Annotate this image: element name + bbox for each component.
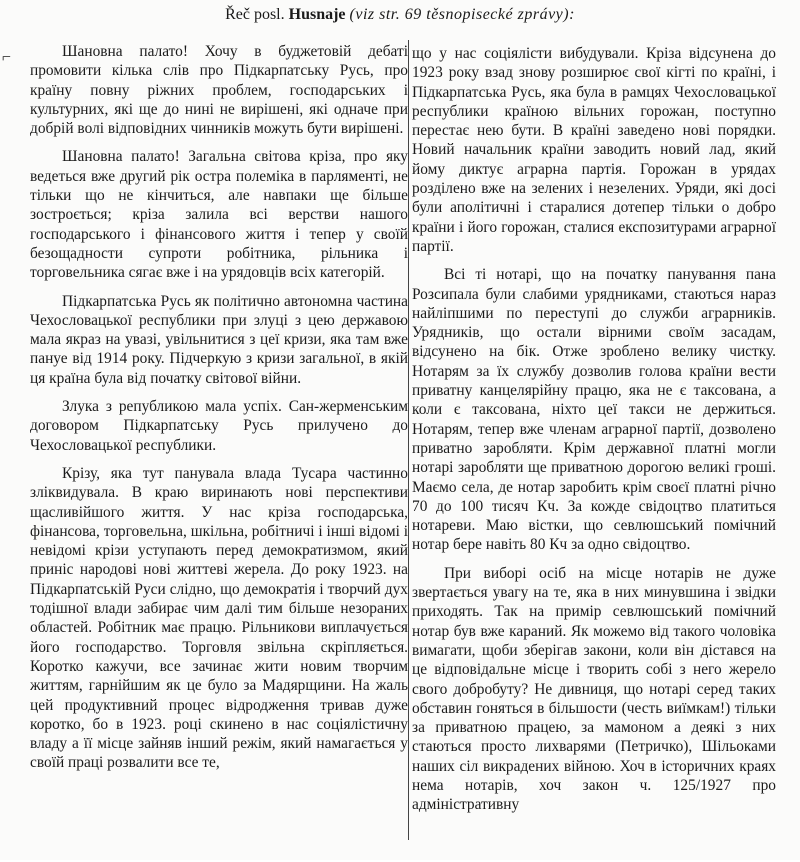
paragraph: Шановна палато! Хочу в буджетовій дебаті промовити кілька слів про Підкарпатську Русь, про країну повну ріжних проблем, господарських і культурних, які ще до нині не вирішені, які одначе при добрій волі відповідних чинників можуть бути вирішені. xyxy=(30,43,408,138)
paragraph: Шановна палато! Загальна світова кріза, про яку ведеться вже другий рік остра полеміка в парляменті, не тільки що не кінчиться, але навпаки ще більше зостроється; кріза залила всі верстви нашого господарського і фінансового життя і тепер у своїй безощадности супроти робітника, рільника і торговельника сягає вже і на урядовців всіх категорій. xyxy=(30,148,408,282)
paragraph: що у нас соціялісти вибудували. Кріза відсунена до 1923 року взад знову розширює свої кігті по країні, і Підкарпатська Русь, яка була в рамцях Чехословацької республики країною вільних горожан, поступно перестає нею бути. В країні заведено нові порядки. Новий начальник країни заводить новий лад, який йому диктує аграрна партія. Горожан в урядах розділено вже на зелених і незелених. Уряди, які досі були аполітичні і старалися дотепер тільки о добро країни і його горожан, сталися експозитурами аграрної партії. xyxy=(412,45,776,255)
header-reference: (viz str. 69 těsnopisecké zprávy): xyxy=(349,6,575,23)
paragraph: При виборі осіб на місце нотарів не дуже звертається увагу на те, яка в них минувшина і звідки приходять. Так на примір севлюшський помічний нотар був вже караний. Як можемо від такого чоловіка вимагати, щоби зберігав закони, коли він дістався на це відповідальне місце і творить собі з него жерело свого добробуту? Не дивниця, що нотарі серед таких обставин гоняться в більшости (честь виїмкам!) тільки за приватною працею, за мамоном а деякі з них стаються просто лихварями (Петричко), Шільоками наших сіл викрадених війною. Хоч в історичних краях нема нотарів, хоч закон ч. 125/1927 про адміністративну xyxy=(412,564,776,814)
left-column xyxy=(30,42,408,860)
page-header xyxy=(0,4,800,26)
paragraph: Злука з републикою мала успіх. Сан-жерменським договором Підкарпатську Русь прилучено до Чехословацької республики. xyxy=(30,398,408,454)
header-speaker: Husnaje xyxy=(288,6,346,23)
right-column xyxy=(412,44,776,862)
paragraph: Крізу, яка тут панувала влада Тусара частинно зліквидувала. В краю виринають нові перспективи щасливійшого життя. У нас кріза господарська, фінансова, торговельна, шкільна, робітничі і інші відомі і невідомі крізи уступають перед демократизмом, який приніс народові нові життеві жерела. До року 1923. на Підкарпатській Руси слідно, що демократія і творчий дух тодішної влади забирає чим далі тим більше незораних областей. Робітник має працю. Рільникови виплачується його господарство. Торговля звільна скріпляється. Коротко кажучи, все зачинає жити новим творчим життям, гарнійшим як це було за Мадярщини. На жаль цей продуктивний процес відродження тривав дуже коротко, бо в 1923. році скинено в нас соціялістичну владу а її місце зайняв інший режім, який намагається у своїй праці розвалити все те, xyxy=(30,464,408,772)
paragraph: Підкарпатська Русь як політично автономна частина Чехословацької республики при злуці з цею державою мала якраз на увазі, увільнитися з цеї кризи, яка там вже пануе від 1914 року. Підчеркую з кризи загальної, в якій ця країна була від початку світової війни. xyxy=(30,292,408,387)
margin-mark-icon: ⌐ xyxy=(2,49,12,66)
column-divider xyxy=(408,40,409,840)
paragraph: Всі ті нотарі, що на початку панування пана Розсипала були слабими урядниками, стаються нараз найліпшими по переступі до служби аграрників. Урядників, що остали вірними своїм засадам, відсунено на бік. Отже зроблено велику чистку. Нотарям за їх службу дозволив голова країни вести приватну канцелярійну працю, яка не є таксована, а коли є таксована, ніхто цеї такси не держиться. Нотарям, тепер вже членам аграрної партії, дозволено приватно заробляти. Крім державної платні могли нотарі заробляти ще приватною дорогою великі гроші. Маємо села, де нотар заробить крім своєї платні річно 70 до 100 тисяч Кч. За кожде свідоцтво платиться нотареви. Маю вістки, що севлюшський помічний нотар бере навіть 80 Кч за одно свідоцтво. xyxy=(412,266,776,554)
header-prefix: Řeč posl. xyxy=(225,6,285,23)
